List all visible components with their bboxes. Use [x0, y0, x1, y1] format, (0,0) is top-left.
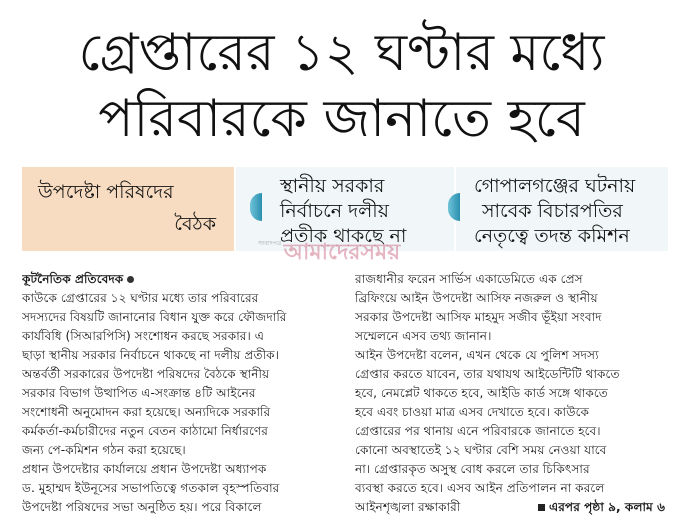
continuation-jump-text: এরপর পৃষ্ঠা ৯, কলাম ৬ [548, 500, 665, 514]
body-line: সদস্যদের বিষয়টি জানানোর বিধান যুক্ত করে ফৌজদারি [22, 310, 287, 324]
body-line: কার্যবিধি (সিআরপিসি) সংশোধন করছে সরকার। এ [22, 329, 265, 343]
headline-line-1: গ্রেপ্তারের ১২ ঘণ্টার মধ্যে [78, 23, 605, 83]
highlight-2-line-3: প্রতীক থাকছে না [280, 225, 407, 247]
body-line: হবে এবং চাওয়া মাত্র এসব দেখাতে হবে। কাউকে [355, 405, 590, 419]
body-line-last [355, 498, 667, 517]
body-line: কাউকে গ্রেপ্তারের ১২ ঘণ্টার মধ্যে তার পরিবারের [22, 291, 259, 305]
watermark-logo: আমাদেরসময় [283, 240, 401, 265]
byline [22, 270, 334, 289]
bullet-icon [127, 276, 134, 283]
highlight-2-line-1: স্থানীয় সরকার [280, 175, 385, 197]
body-line: ব্রিফিংয়ে আইন উপদেষ্টা আসিফ নজরুল ও স্থানীয় [355, 291, 598, 305]
body-line: না। গ্রেপ্তারকৃত অসুস্থ বোধ করলে তার চিকিৎসার [355, 462, 590, 476]
body-line: সরকার বিভাগ উত্থাপিত এ-সংক্রান্ত ৪টি আইনের [22, 386, 256, 400]
headline-line-2: পরিবারকে জানাতে হবে [98, 89, 585, 149]
watermark-caption: সংবাদপত্র [258, 240, 282, 247]
highlight-box-3 [456, 167, 668, 251]
body-line: কর্মকর্তা-কর্মচারীদের নতুন বেতন কাঠামো নির্ধারণের [22, 424, 268, 438]
highlight-2-line-2: নির্বাচনে দলীয় [280, 200, 389, 222]
square-bullet-icon [538, 504, 545, 511]
body-line: রাজধানীর ফরেন সার্ভিস একাডেমিতে এক প্রেস [355, 272, 583, 286]
body-line: গ্রেপ্তারের পর থানায় এনে পরিবারকে জানাতে হবে। [355, 424, 601, 438]
highlight-1-line-2: বৈঠক [174, 213, 216, 235]
byline-text: কূটনৈতিক প্রতিবেদক [22, 272, 124, 286]
article-column-left [22, 270, 334, 517]
body-line: হবে, নেমপ্লেট থাকতে হবে, আইডি কার্ড সঙ্গে থাকতে [355, 386, 608, 400]
body-line: আইন উপদেষ্টা বলেন, এখন থেকে যে পুলিশ সদস্য [355, 348, 599, 362]
body-line: জন্য পে-কমিশন গঠন করা হয়েছে। [22, 443, 186, 457]
body-line: সম্মেলনে এসব তথ্য জানান। [355, 329, 492, 343]
highlight-3-line-2: সাবেক বিচারপতির [482, 200, 623, 222]
body-line: প্রধান উপদেষ্টার কার্যালয়ে প্রধান উপদেষ্টা অধ্যাপক [22, 462, 267, 476]
body-line: সংশোধনী অনুমোদন করা হয়েছে। অন্যদিকে সরকারি [22, 405, 271, 419]
body-line: ড. মুহাম্মদ ইউনূসের সভাপতিত্বে গতকাল বৃহস্পতিবার [22, 481, 280, 495]
body-line: কোনো অবস্থাতেই ১২ ঘণ্টার বেশি সময় নেওয়া যাবে [355, 443, 607, 457]
continuation-jump[interactable] [538, 498, 667, 517]
body-line: ব্যবস্থা করতে হবে। এসব আইন প্রতিপালন না করলে [355, 481, 605, 495]
highlight-3-line-1: গোপালগঞ্জের ঘটনায় [474, 175, 636, 197]
body-line: উপদেষ্টা পরিষদের সভা অনুষ্ঠিত হয়। পরে বিকালে [22, 500, 262, 514]
body-line: সরকার উপদেষ্টা আসিফ মাহমুদ সজীব ভূঁইয়া সংবাদ [355, 310, 602, 324]
body-line: অন্তর্বর্তী সরকারের উপদেষ্টা পরিষদের বৈঠকে স্থানীয় [22, 367, 270, 381]
highlight-box-1 [22, 167, 234, 251]
bracket-icon [250, 193, 262, 221]
article-column-right [355, 270, 667, 517]
highlight-1-line-1: উপদেষ্টা পরিষদের [38, 181, 174, 203]
body-line: ছাড়া স্থানীয় সরকার নির্বাচনে থাকছে না দলীয় প্রতীক। [22, 348, 279, 362]
body-line: গ্রেপ্তার করতে যাবেন, তার যথাযথ আইডেন্টিটি থাকতে [355, 367, 620, 381]
highlight-3-line-3: নেতৃত্বে তদন্ত কমিশন [474, 225, 630, 247]
body-line-last-text: আইনশৃঙ্খলা রক্ষাকারী [355, 500, 461, 514]
